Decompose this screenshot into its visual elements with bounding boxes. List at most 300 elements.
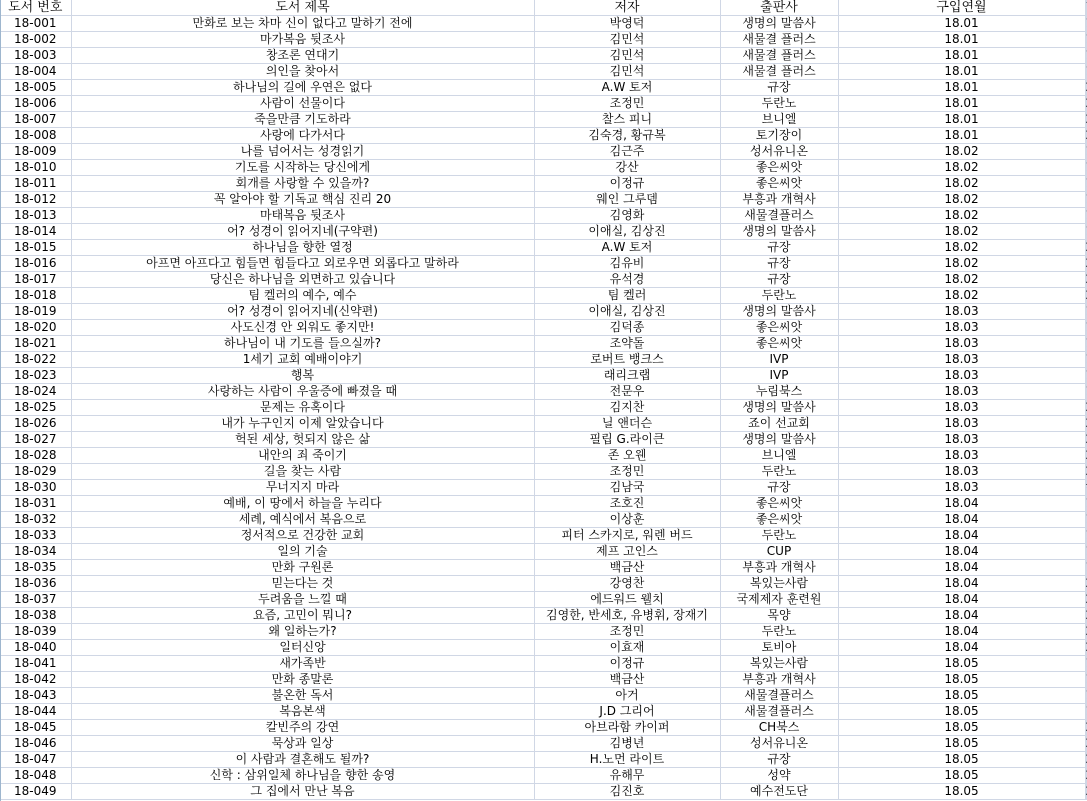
cell-publisher[interactable]: 생명의 말씀사 (720, 304, 838, 320)
cell-publisher[interactable]: 두란노 (720, 464, 838, 480)
cell-book-title[interactable]: 무너지지 마라 (71, 480, 534, 496)
cell-book-title[interactable]: 사랑에 다가서다 (71, 128, 534, 144)
cell-publisher[interactable]: 좋은씨앗 (720, 176, 838, 192)
cell-note[interactable] (1085, 784, 1087, 800)
cell-publisher[interactable]: 복있는사람 (720, 576, 838, 592)
cell-author[interactable]: A.W 토저 (534, 240, 720, 256)
cell-publisher[interactable]: 생명의 말씀사 (720, 16, 838, 32)
cell-publisher[interactable]: 새물결플러스 (720, 704, 838, 720)
cell-publisher[interactable]: 두란노 (720, 288, 838, 304)
cell-book-number[interactable]: 18-019 (0, 304, 71, 320)
cell-book-number[interactable]: 18-017 (0, 272, 71, 288)
cell-note[interactable] (1085, 16, 1087, 32)
cell-purchase-date[interactable]: 18.03 (838, 448, 1085, 464)
cell-author[interactable]: 김진호 (534, 784, 720, 800)
cell-book-title[interactable]: 사람이 선물이다 (71, 96, 534, 112)
cell-book-title[interactable]: 요즘, 고민이 뭐니? (71, 608, 534, 624)
cell-purchase-date[interactable]: 18.04 (838, 560, 1085, 576)
cell-book-number[interactable]: 18-044 (0, 704, 71, 720)
cell-book-title[interactable]: 예배, 이 땅에서 하늘을 누리다 (71, 496, 534, 512)
cell-book-title[interactable]: 칼빈주의 강연 (71, 720, 534, 736)
cell-author[interactable]: H.노먼 라이트 (534, 752, 720, 768)
cell-note[interactable] (1085, 368, 1087, 384)
cell-purchase-date[interactable]: 18.01 (838, 16, 1085, 32)
cell-purchase-date[interactable]: 18.02 (838, 176, 1085, 192)
cell-book-title[interactable]: 어? 성경이 읽어지네(구약편) (71, 224, 534, 240)
cell-note[interactable] (1085, 384, 1087, 400)
cell-note[interactable] (1085, 544, 1087, 560)
cell-book-number[interactable]: 18-013 (0, 208, 71, 224)
cell-publisher[interactable]: 누림북스 (720, 384, 838, 400)
cell-author[interactable]: 존 오웬 (534, 448, 720, 464)
cell-publisher[interactable]: 부흥과 개혁사 (720, 192, 838, 208)
cell-purchase-date[interactable]: 18.04 (838, 640, 1085, 656)
cell-publisher[interactable]: IVP (720, 352, 838, 368)
cell-note[interactable] (1085, 176, 1087, 192)
cell-book-number[interactable]: 18-048 (0, 768, 71, 784)
cell-note[interactable] (1085, 560, 1087, 576)
cell-author[interactable]: 찰스 피니 (534, 112, 720, 128)
cell-author[interactable]: 강영찬 (534, 576, 720, 592)
cell-book-title[interactable]: 문제는 유혹이다 (71, 400, 534, 416)
cell-purchase-date[interactable]: 18.03 (838, 400, 1085, 416)
cell-publisher[interactable]: 규장 (720, 80, 838, 96)
cell-note[interactable] (1085, 336, 1087, 352)
cell-purchase-date[interactable]: 18.04 (838, 512, 1085, 528)
cell-book-title[interactable]: 세례, 예식에서 복음으로 (71, 512, 534, 528)
cell-note[interactable] (1085, 672, 1087, 688)
cell-publisher[interactable]: 복있는사람 (720, 656, 838, 672)
cell-book-title[interactable]: 하나님의 길에 우연은 없다 (71, 80, 534, 96)
cell-publisher[interactable]: 목양 (720, 608, 838, 624)
cell-author[interactable]: 김민석 (534, 64, 720, 80)
cell-author[interactable]: 이효재 (534, 640, 720, 656)
header-purchase-date[interactable]: 구입연월 (838, 0, 1085, 16)
cell-book-title[interactable]: 회개를 사랑할 수 있을까? (71, 176, 534, 192)
cell-author[interactable]: 백금산 (534, 672, 720, 688)
header-note[interactable] (1085, 0, 1087, 16)
cell-author[interactable]: 이애실, 김상진 (534, 304, 720, 320)
cell-publisher[interactable]: 두란노 (720, 96, 838, 112)
cell-author[interactable]: 김민석 (534, 32, 720, 48)
cell-purchase-date[interactable]: 18.05 (838, 752, 1085, 768)
cell-note[interactable] (1085, 512, 1087, 528)
cell-purchase-date[interactable]: 18.03 (838, 464, 1085, 480)
cell-publisher[interactable]: 성서유니온 (720, 144, 838, 160)
cell-note[interactable] (1085, 224, 1087, 240)
cell-book-number[interactable]: 18-004 (0, 64, 71, 80)
cell-note[interactable] (1085, 656, 1087, 672)
cell-publisher[interactable]: 좋은씨앗 (720, 320, 838, 336)
cell-book-number[interactable]: 18-047 (0, 752, 71, 768)
cell-author[interactable]: 박영덕 (534, 16, 720, 32)
cell-book-title[interactable]: 일의 기술 (71, 544, 534, 560)
cell-publisher[interactable]: 새물결 플러스 (720, 48, 838, 64)
cell-book-title[interactable]: 의인을 찾아서 (71, 64, 534, 80)
cell-purchase-date[interactable]: 18.02 (838, 160, 1085, 176)
cell-purchase-date[interactable]: 18.05 (838, 720, 1085, 736)
cell-note[interactable] (1085, 416, 1087, 432)
cell-purchase-date[interactable]: 18.03 (838, 304, 1085, 320)
cell-note[interactable] (1085, 160, 1087, 176)
cell-book-title[interactable]: 만화로 보는 차마 신이 없다고 말하기 전에 (71, 16, 534, 32)
cell-purchase-date[interactable]: 18.01 (838, 80, 1085, 96)
cell-book-title[interactable]: 마가복음 뒷조사 (71, 32, 534, 48)
cell-book-number[interactable]: 18-037 (0, 592, 71, 608)
cell-book-number[interactable]: 18-032 (0, 512, 71, 528)
cell-book-title[interactable]: 행복 (71, 368, 534, 384)
cell-note[interactable] (1085, 80, 1087, 96)
cell-note[interactable] (1085, 640, 1087, 656)
cell-purchase-date[interactable]: 18.02 (838, 256, 1085, 272)
cell-note[interactable] (1085, 448, 1087, 464)
cell-note[interactable] (1085, 320, 1087, 336)
cell-note[interactable] (1085, 400, 1087, 416)
cell-note[interactable] (1085, 496, 1087, 512)
cell-book-title[interactable]: 창조론 연대기 (71, 48, 534, 64)
cell-book-number[interactable]: 18-025 (0, 400, 71, 416)
cell-book-title[interactable]: 어? 성경이 읽어지네(신약편) (71, 304, 534, 320)
cell-note[interactable] (1085, 304, 1087, 320)
cell-book-number[interactable]: 18-040 (0, 640, 71, 656)
cell-purchase-date[interactable]: 18.01 (838, 96, 1085, 112)
cell-purchase-date[interactable]: 18.05 (838, 656, 1085, 672)
cell-publisher[interactable]: IVP (720, 368, 838, 384)
cell-publisher[interactable]: 규장 (720, 240, 838, 256)
cell-publisher[interactable]: 규장 (720, 752, 838, 768)
header-book-number[interactable]: 도서 번호 (0, 0, 71, 16)
cell-book-title[interactable]: 그 집에서 만난 복음 (71, 784, 534, 800)
cell-author[interactable]: 김민석 (534, 48, 720, 64)
cell-book-number[interactable]: 18-011 (0, 176, 71, 192)
cell-purchase-date[interactable]: 18.04 (838, 608, 1085, 624)
cell-book-number[interactable]: 18-039 (0, 624, 71, 640)
cell-purchase-date[interactable]: 18.03 (838, 320, 1085, 336)
cell-publisher[interactable]: 브니엘 (720, 448, 838, 464)
cell-author[interactable]: 김덕종 (534, 320, 720, 336)
cell-book-title[interactable]: 불온한 독서 (71, 688, 534, 704)
cell-book-number[interactable]: 18-016 (0, 256, 71, 272)
cell-note[interactable] (1085, 144, 1087, 160)
cell-note[interactable] (1085, 720, 1087, 736)
cell-publisher[interactable]: 규장 (720, 272, 838, 288)
cell-publisher[interactable]: 생명의 말씀사 (720, 224, 838, 240)
cell-author[interactable]: 조정민 (534, 96, 720, 112)
cell-note[interactable] (1085, 592, 1087, 608)
cell-book-number[interactable]: 18-005 (0, 80, 71, 96)
cell-note[interactable] (1085, 736, 1087, 752)
cell-purchase-date[interactable]: 18.03 (838, 384, 1085, 400)
cell-author[interactable]: 피터 스카지로, 워렌 버드 (534, 528, 720, 544)
cell-purchase-date[interactable]: 18.04 (838, 528, 1085, 544)
cell-book-number[interactable]: 18-008 (0, 128, 71, 144)
cell-book-title[interactable]: 묵상과 일상 (71, 736, 534, 752)
cell-book-title[interactable]: 만화 종말론 (71, 672, 534, 688)
cell-author[interactable]: 조약돌 (534, 336, 720, 352)
cell-book-title[interactable]: 1세기 교회 예배이야기 (71, 352, 534, 368)
cell-author[interactable]: 이정규 (534, 176, 720, 192)
cell-book-title[interactable]: 이 사람과 결혼해도 될까? (71, 752, 534, 768)
cell-purchase-date[interactable]: 18.01 (838, 32, 1085, 48)
cell-publisher[interactable]: 토비아 (720, 640, 838, 656)
cell-book-number[interactable]: 18-042 (0, 672, 71, 688)
cell-note[interactable] (1085, 352, 1087, 368)
cell-book-number[interactable]: 18-014 (0, 224, 71, 240)
cell-book-number[interactable]: 18-006 (0, 96, 71, 112)
cell-note[interactable] (1085, 608, 1087, 624)
cell-note[interactable] (1085, 624, 1087, 640)
cell-author[interactable]: 조정민 (534, 624, 720, 640)
cell-publisher[interactable]: 규장 (720, 480, 838, 496)
cell-author[interactable]: 김숙경, 황규복 (534, 128, 720, 144)
cell-note[interactable] (1085, 256, 1087, 272)
cell-author[interactable]: 전문우 (534, 384, 720, 400)
cell-note[interactable] (1085, 704, 1087, 720)
cell-publisher[interactable]: 좋은씨앗 (720, 512, 838, 528)
cell-book-number[interactable]: 18-020 (0, 320, 71, 336)
cell-purchase-date[interactable]: 18.01 (838, 112, 1085, 128)
cell-book-number[interactable]: 18-023 (0, 368, 71, 384)
cell-note[interactable] (1085, 768, 1087, 784)
header-book-title[interactable]: 도서 제목 (71, 0, 534, 16)
cell-purchase-date[interactable]: 18.01 (838, 128, 1085, 144)
cell-purchase-date[interactable]: 18.03 (838, 336, 1085, 352)
cell-publisher[interactable]: 두란노 (720, 528, 838, 544)
cell-author[interactable]: 이상훈 (534, 512, 720, 528)
cell-book-number[interactable]: 18-003 (0, 48, 71, 64)
cell-author[interactable]: 제프 고인스 (534, 544, 720, 560)
cell-purchase-date[interactable]: 18.04 (838, 624, 1085, 640)
cell-purchase-date[interactable]: 18.05 (838, 672, 1085, 688)
cell-note[interactable] (1085, 752, 1087, 768)
cell-note[interactable] (1085, 64, 1087, 80)
header-author[interactable]: 저자 (534, 0, 720, 16)
cell-note[interactable] (1085, 576, 1087, 592)
cell-publisher[interactable]: 생명의 말씀사 (720, 432, 838, 448)
cell-book-number[interactable]: 18-028 (0, 448, 71, 464)
cell-book-title[interactable]: 신학 : 삼위일체 하나님을 향한 송영 (71, 768, 534, 784)
header-publisher[interactable]: 출판사 (720, 0, 838, 16)
cell-note[interactable] (1085, 32, 1087, 48)
cell-note[interactable] (1085, 112, 1087, 128)
cell-book-number[interactable]: 18-046 (0, 736, 71, 752)
cell-author[interactable]: 김영화 (534, 208, 720, 224)
cell-publisher[interactable]: 생명의 말씀사 (720, 400, 838, 416)
cell-note[interactable] (1085, 240, 1087, 256)
cell-book-number[interactable]: 18-027 (0, 432, 71, 448)
cell-publisher[interactable]: 새물결플러스 (720, 208, 838, 224)
cell-publisher[interactable]: CUP (720, 544, 838, 560)
cell-author[interactable]: 필립 G.라이큰 (534, 432, 720, 448)
cell-publisher[interactable]: 새물결 플러스 (720, 64, 838, 80)
cell-publisher[interactable]: 브니엘 (720, 112, 838, 128)
cell-publisher[interactable]: 좋은씨앗 (720, 336, 838, 352)
cell-book-title[interactable]: 믿는다는 것 (71, 576, 534, 592)
cell-publisher[interactable]: 규장 (720, 256, 838, 272)
cell-author[interactable]: 유석경 (534, 272, 720, 288)
cell-book-title[interactable]: 길을 찾는 사람 (71, 464, 534, 480)
cell-publisher[interactable]: 좋은씨앗 (720, 160, 838, 176)
cell-book-title[interactable]: 죽을만큼 기도하라 (71, 112, 534, 128)
cell-purchase-date[interactable]: 18.05 (838, 704, 1085, 720)
cell-purchase-date[interactable]: 18.03 (838, 368, 1085, 384)
cell-author[interactable]: 아거 (534, 688, 720, 704)
cell-note[interactable] (1085, 128, 1087, 144)
cell-author[interactable]: 아브라함 카이퍼 (534, 720, 720, 736)
cell-publisher[interactable]: 성약 (720, 768, 838, 784)
cell-book-title[interactable]: 만화 구원론 (71, 560, 534, 576)
cell-publisher[interactable]: 두란노 (720, 624, 838, 640)
cell-purchase-date[interactable]: 18.03 (838, 432, 1085, 448)
cell-publisher[interactable]: 부흥과 개혁사 (720, 560, 838, 576)
cell-purchase-date[interactable]: 18.04 (838, 576, 1085, 592)
cell-publisher[interactable]: 죠이 선교회 (720, 416, 838, 432)
cell-purchase-date[interactable]: 18.02 (838, 144, 1085, 160)
cell-note[interactable] (1085, 288, 1087, 304)
cell-book-number[interactable]: 18-009 (0, 144, 71, 160)
cell-book-number[interactable]: 18-038 (0, 608, 71, 624)
cell-book-title[interactable]: 기도를 시작하는 당신에게 (71, 160, 534, 176)
cell-book-number[interactable]: 18-024 (0, 384, 71, 400)
cell-publisher[interactable]: 토기장이 (720, 128, 838, 144)
cell-note[interactable] (1085, 688, 1087, 704)
cell-note[interactable] (1085, 96, 1087, 112)
cell-publisher[interactable]: 새물결플러스 (720, 688, 838, 704)
cell-book-number[interactable]: 18-012 (0, 192, 71, 208)
cell-note[interactable] (1085, 464, 1087, 480)
cell-publisher[interactable]: 새물결 플러스 (720, 32, 838, 48)
cell-book-number[interactable]: 18-034 (0, 544, 71, 560)
cell-purchase-date[interactable]: 18.02 (838, 208, 1085, 224)
cell-purchase-date[interactable]: 18.03 (838, 416, 1085, 432)
cell-book-number[interactable]: 18-049 (0, 784, 71, 800)
cell-book-title[interactable]: 새가족반 (71, 656, 534, 672)
cell-author[interactable]: 래리크랩 (534, 368, 720, 384)
cell-book-number[interactable]: 18-015 (0, 240, 71, 256)
cell-author[interactable]: 백금산 (534, 560, 720, 576)
cell-purchase-date[interactable]: 18.05 (838, 768, 1085, 784)
cell-publisher[interactable]: 성서유니온 (720, 736, 838, 752)
cell-purchase-date[interactable]: 18.05 (838, 736, 1085, 752)
cell-author[interactable]: 에드워드 웰치 (534, 592, 720, 608)
cell-author[interactable]: 로버트 뱅크스 (534, 352, 720, 368)
cell-purchase-date[interactable]: 18.01 (838, 48, 1085, 64)
cell-purchase-date[interactable]: 18.03 (838, 480, 1085, 496)
cell-book-number[interactable]: 18-026 (0, 416, 71, 432)
cell-book-number[interactable]: 18-045 (0, 720, 71, 736)
cell-purchase-date[interactable]: 18.05 (838, 688, 1085, 704)
cell-book-title[interactable]: 사도신경 안 외워도 좋지만! (71, 320, 534, 336)
cell-book-title[interactable]: 꼭 알아야 할 기독교 핵심 진리 20 (71, 192, 534, 208)
cell-book-number[interactable]: 18-018 (0, 288, 71, 304)
cell-note[interactable] (1085, 528, 1087, 544)
cell-publisher[interactable]: 국제제자 훈련원 (720, 592, 838, 608)
cell-book-number[interactable]: 18-001 (0, 16, 71, 32)
cell-book-number[interactable]: 18-029 (0, 464, 71, 480)
cell-book-title[interactable]: 팀 켈러의 예수, 예수 (71, 288, 534, 304)
cell-book-title[interactable]: 두려움을 느낄 때 (71, 592, 534, 608)
cell-purchase-date[interactable]: 18.04 (838, 592, 1085, 608)
cell-publisher[interactable]: 부흥과 개혁사 (720, 672, 838, 688)
cell-author[interactable]: 김유비 (534, 256, 720, 272)
cell-purchase-date[interactable]: 18.04 (838, 496, 1085, 512)
cell-book-title[interactable]: 내가 누구인지 이제 알았습니다 (71, 416, 534, 432)
cell-purchase-date[interactable]: 18.03 (838, 352, 1085, 368)
cell-author[interactable]: 닐 앤더슨 (534, 416, 720, 432)
cell-purchase-date[interactable]: 18.02 (838, 240, 1085, 256)
cell-book-title[interactable]: 아프면 아프다고 힘들면 힘들다고 외로우면 외롭다고 말하라 (71, 256, 534, 272)
cell-author[interactable]: J.D 그리어 (534, 704, 720, 720)
cell-author[interactable]: 이애실, 김상진 (534, 224, 720, 240)
cell-book-number[interactable]: 18-010 (0, 160, 71, 176)
cell-book-number[interactable]: 18-036 (0, 576, 71, 592)
cell-publisher[interactable]: 좋은씨앗 (720, 496, 838, 512)
cell-book-title[interactable]: 복음본색 (71, 704, 534, 720)
cell-author[interactable]: 강산 (534, 160, 720, 176)
cell-book-number[interactable]: 18-033 (0, 528, 71, 544)
cell-author[interactable]: 김근주 (534, 144, 720, 160)
cell-book-number[interactable]: 18-030 (0, 480, 71, 496)
cell-book-number[interactable]: 18-007 (0, 112, 71, 128)
cell-book-title[interactable]: 정서적으로 건강한 교회 (71, 528, 534, 544)
cell-purchase-date[interactable]: 18.02 (838, 224, 1085, 240)
cell-author[interactable]: 김병년 (534, 736, 720, 752)
cell-purchase-date[interactable]: 18.01 (838, 64, 1085, 80)
cell-author[interactable]: 조호진 (534, 496, 720, 512)
cell-purchase-date[interactable]: 18.05 (838, 784, 1085, 800)
cell-author[interactable]: 이정규 (534, 656, 720, 672)
cell-book-number[interactable]: 18-022 (0, 352, 71, 368)
cell-author[interactable]: 김영한, 반세호, 유병휘, 장재기 (534, 608, 720, 624)
cell-book-title[interactable]: 일터신앙 (71, 640, 534, 656)
cell-book-title[interactable]: 나를 넘어서는 성경읽기 (71, 144, 534, 160)
cell-book-title[interactable]: 왜 일하는가? (71, 624, 534, 640)
cell-book-title[interactable]: 마태복음 뒷조사 (71, 208, 534, 224)
cell-author[interactable]: 웨인 그루뎀 (534, 192, 720, 208)
cell-book-title[interactable]: 하나님이 내 기도를 들으실까? (71, 336, 534, 352)
cell-publisher[interactable]: CH북스 (720, 720, 838, 736)
cell-author[interactable]: 유해무 (534, 768, 720, 784)
cell-book-number[interactable]: 18-035 (0, 560, 71, 576)
cell-publisher[interactable]: 예수전도단 (720, 784, 838, 800)
cell-purchase-date[interactable]: 18.04 (838, 544, 1085, 560)
cell-purchase-date[interactable]: 18.02 (838, 192, 1085, 208)
cell-note[interactable] (1085, 192, 1087, 208)
cell-book-title[interactable]: 사랑하는 사람이 우울증에 빠졌을 때 (71, 384, 534, 400)
cell-note[interactable] (1085, 208, 1087, 224)
cell-book-number[interactable]: 18-021 (0, 336, 71, 352)
cell-note[interactable] (1085, 432, 1087, 448)
cell-book-number[interactable]: 18-031 (0, 496, 71, 512)
cell-author[interactable]: 팀 켈러 (534, 288, 720, 304)
cell-book-title[interactable]: 헉된 세상, 헛되지 않은 삶 (71, 432, 534, 448)
cell-author[interactable]: 김지찬 (534, 400, 720, 416)
cell-book-title[interactable]: 내안의 죄 죽이기 (71, 448, 534, 464)
cell-book-number[interactable]: 18-041 (0, 656, 71, 672)
cell-book-number[interactable]: 18-043 (0, 688, 71, 704)
cell-author[interactable]: 조정민 (534, 464, 720, 480)
cell-book-number[interactable]: 18-002 (0, 32, 71, 48)
cell-note[interactable] (1085, 272, 1087, 288)
cell-author[interactable]: 김남국 (534, 480, 720, 496)
cell-purchase-date[interactable]: 18.02 (838, 272, 1085, 288)
cell-note[interactable] (1085, 48, 1087, 64)
cell-purchase-date[interactable]: 18.02 (838, 288, 1085, 304)
cell-note[interactable] (1085, 480, 1087, 496)
cell-author[interactable]: A.W 토저 (534, 80, 720, 96)
cell-book-title[interactable]: 당신은 하나님을 외면하고 있습니다 (71, 272, 534, 288)
cell-book-title[interactable]: 하나님을 향한 열정 (71, 240, 534, 256)
